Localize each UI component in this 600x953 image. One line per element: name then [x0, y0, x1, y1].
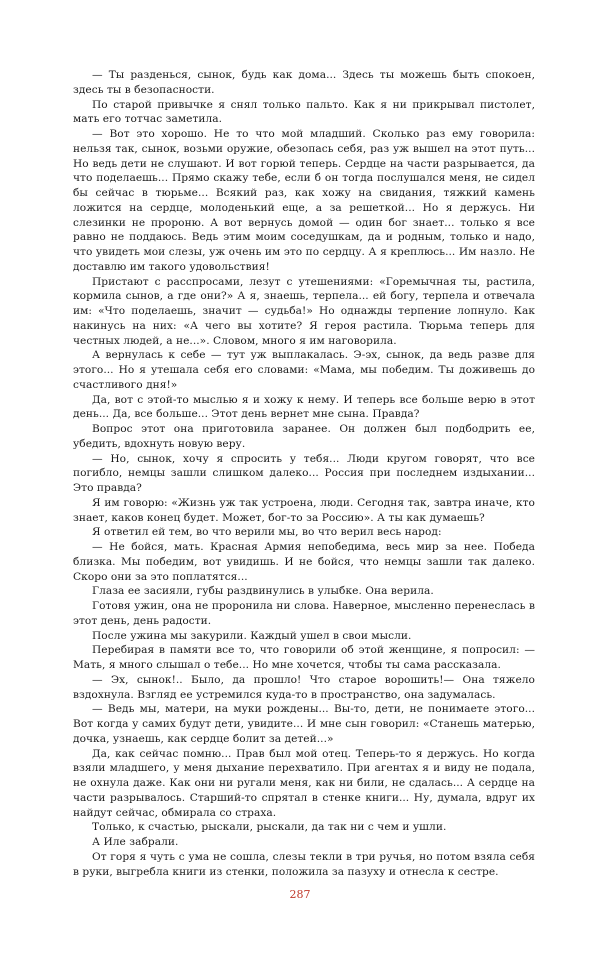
paragraph: Да, как сейчас помню... Прав был мой отец. Теперь-то я держусь. Но когда взяли младшего, у меня дыхание перехватило. При агентах я и виду не подала, не охнула даже. Как они ни ругали меня, как ни били, не сдалась... А сердце на части разрывалось. Старший-то спрятал в стенке книги... Ну, думала, вдруг их найдут сейчас, обмирала со страха. [73, 747, 535, 819]
paragraph: А Иле забрали. [92, 836, 179, 848]
paragraph: — Но, сынок, хочу я спросить у тебя... Люди кругом говорят, что все погибло, немцы зашли слишком далеко... Россия при последнем издыхании... Это правда? [73, 452, 535, 494]
paragraph: — Ведь мы, матери, на муки рождены... Вы-то, дети, не понимаете этого... Вот когда у самих будут дети, увидите... И мне сын говорил: «Станешь матерью, дочка, узнаешь, как сердце болит за детей...» [73, 703, 535, 745]
paragraph: Только, к счастью, рыскали, рыскали, да так ни с чем и ушли. [92, 821, 447, 834]
paragraph: — Не бойся, мать. Красная Армия непобедима, весь мир за нее. Победа близка. Мы победим, вот увидишь. И не бойся, что немцы зашли так далеко. Скоро они за это поплатятся... [73, 541, 535, 583]
paragraph: После ужина мы закурили. Каждый ушел в свои мысли. [92, 629, 412, 642]
paragraph: Перебирая в памяти все то, что говорили об этой женщине, я попросил: — Мать, я много слышал о тебе... Но мне хочется, чтобы ты сама рассказала. [73, 644, 535, 671]
paragraph: По старой привычке я снял только пальто. Как я ни прикрывал пистолет, мать его тотчас заметила. [73, 98, 535, 126]
paragraph: Я ответил ей тем, во что верили мы, во что верил весь народ: [92, 526, 442, 539]
paragraph: Да, вот с этой-то мыслью я и хожу к нему. И теперь все больше верю в этот день... Да, все больше... Этот день вернет мне сына. Правда? [73, 393, 535, 421]
paragraph: От горя я чуть с ума не сошла, слезы текли в три ручья, но потом взяла себя в руки, выгребла книги из стенки, положила за пазуху и отнесла к сестре. [73, 850, 535, 878]
paragraph: — Вот это хорошо. Не то что мой младший. Сколько раз ему говорила: нельзя так, сынок, возьми оружие, обезопась себя, раз уж вышел на этот путь... Но ведь дети не слушают. И вот горюй теперь. Сердце на части разрывается, да что поделаешь... Прямо скажу тебе, если б он тогда послушался меня, не сидел бы сейчас в тюрьме... Всякий раз, как хожу на свидания, тяжкий камень ложится на сердце, молоденький еще, а за решеткой... Но я держусь. Ни слезинки не пророню. А вот вернусь домой — один бог знает... только я все равно не поддаюсь. Ведь этим моим соседушкам, да и родным, только и надо, что увидеть мои слезы, уж очень им это по сердцу. А я креплюсь... Им назло. Не доставлю им такого удовольствия! [73, 128, 535, 273]
page-number: 287 [289, 888, 311, 901]
paragraph: Пристают с расспросами, лезут с утешениями: «Горемычная ты, растила, кормила сынов, а где они?» А я, знаешь, терпела... ей богу, терпела и отвечала им: «Что поделаешь, значит — судьба!» Но однажды терпение лопнуло. Как накинусь на них: «А чего вы хотите? Я героя растила. Тюрьма теперь для честных людей, а не...». Словом, много я им наговорила. [73, 275, 535, 347]
paragraph: Вопрос этот она приготовила заранее. Он должен был подбодрить ее, убедить, вдохнуть новую веру. [73, 423, 535, 450]
paragraph: — Эх, сынок!.. Было, да прошло! Что старое ворошить!— Она тяжело вздохнула. Взгляд ее устремился куда-то в пространство, она задумалась. [73, 673, 535, 701]
paragraph: Я им говорю: «Жизнь уж так устроена, люди. Сегодня так, завтра иначе, кто знает, каков конец будет. Может, бог-то за Россию». А ты как думаешь? [73, 496, 535, 524]
paragraph: Глаза ее засияли, губы раздвинулись в улыбке. Она верила. [92, 585, 434, 598]
paragraph: Готовя ужин, она не проронила ни слова. Наверное, мысленно перенеслась в этот день, день радости. [73, 600, 535, 627]
paragraph: А вернулась к себе — тут уж выплакалась. Э-эх, сынок, да ведь разве для этого... Но я утешала себя его словами: «Мама, мы победим. Ты доживешь до счастливого дня!» [73, 349, 535, 391]
paragraph: — Ты разденься, сынок, будь как дома... Здесь ты можешь быть спокоен, здесь ты в безопасности. [73, 69, 535, 96]
page-body [73, 68, 535, 879]
